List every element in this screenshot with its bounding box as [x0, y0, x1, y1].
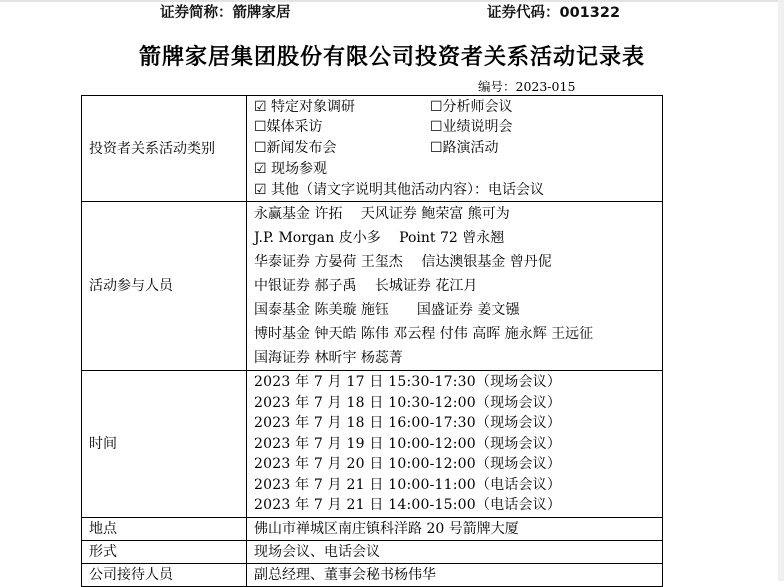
checkbox-other: ☑ 其他（请文字说明其他活动内容）：电话会议 — [254, 181, 544, 198]
reception-value: 副总经理、董事会秘书杨伟华 — [247, 564, 663, 587]
investor-relations-record-table — [81, 95, 663, 587]
activity-type-row — [82, 96, 663, 202]
format-row — [82, 541, 663, 564]
checkbox-row — [254, 97, 657, 118]
checkbox-press-conference: ☐新闻发布会 — [254, 140, 337, 157]
format-label: 形式 — [82, 541, 247, 564]
participants-list — [247, 202, 663, 371]
reception-row — [82, 564, 663, 587]
time-line: 2023 年 7 月 20 日 10:00-12:00（现场会议） — [254, 456, 562, 473]
checkbox-specific-research: ☑ 特定对象调研 — [254, 98, 356, 115]
checkbox-row — [254, 159, 657, 180]
time-line: 2023 年 7 月 21 日 14:00-15:00（电话会议） — [254, 497, 562, 514]
time-line: 2023 年 7 月 18 日 16:00-17:30（现场会议） — [254, 415, 562, 432]
location-row — [82, 518, 663, 541]
location-value: 佛山市禅城区南庄镇科洋路 20 号箭牌大厦 — [247, 518, 663, 541]
participant-line: 国海证券 林昕宇 杨蕊菁 — [254, 350, 403, 366]
participants-label: 活动参与人员 — [82, 202, 247, 371]
activity-type-options — [247, 96, 663, 202]
document-number: 编号：2023-015 — [478, 79, 576, 94]
checkbox-row — [254, 138, 657, 159]
time-row — [82, 371, 663, 518]
top-border — [0, 0, 784, 2]
participant-line: 博时基金 钟天皓 陈伟 邓云程 付伟 高晖 施永辉 王远征 — [254, 326, 594, 342]
participant-line: J.P. Morgan 皮小多 Point 72 曾永翘 — [254, 230, 505, 246]
document-title: 箭牌家居集团股份有限公司投资者关系活动记录表 — [138, 45, 645, 70]
page-edge-shadow — [778, 0, 784, 581]
time-line: 2023 年 7 月 17 日 15:30-17:30（现场会议） — [254, 373, 562, 390]
activity-type-label: 投资者关系活动类别 — [82, 96, 247, 202]
checkbox-earnings-briefing: ☐业绩说明会 — [430, 119, 513, 136]
time-line: 2023 年 7 月 19 日 10:00-12:00（现场会议） — [254, 435, 562, 452]
checkbox-row — [254, 180, 657, 201]
location-label: 地点 — [82, 518, 247, 541]
checkbox-media-interview: ☐媒体采访 — [254, 119, 323, 136]
participants-row — [82, 202, 663, 371]
time-line: 2023 年 7 月 21 日 10:00-11:00（电话会议） — [254, 476, 562, 493]
checkbox-roadshow: ☐路演活动 — [430, 140, 499, 157]
participant-line: 永赢基金 许拓 天风证券 鲍荣富 熊可为 — [254, 206, 510, 222]
participant-line: 华泰证券 方晏荷 王玺杰 信达澳银基金 曾丹伲 — [254, 254, 552, 270]
participant-line: 中银证券 郝子禹 长城证券 花江月 — [254, 278, 478, 294]
reception-label: 公司接待人员 — [82, 564, 247, 587]
checkbox-analyst-meeting: ☐分析师会议 — [430, 98, 513, 115]
participant-line: 国泰基金 陈美璇 施钰 国盛证券 姜文镪 — [254, 302, 520, 318]
time-line: 2023 年 7 月 18 日 10:30-12:00（现场会议） — [254, 394, 562, 411]
time-list — [247, 371, 663, 518]
checkbox-row — [254, 117, 657, 138]
time-label: 时间 — [82, 371, 247, 518]
format-value: 现场会议、电话会议 — [247, 541, 663, 564]
stock-code-header: 证券代码：001322 — [487, 5, 621, 21]
stock-name-header: 证券简称：箭牌家居 — [160, 5, 291, 21]
checkbox-site-visit: ☑ 现场参观 — [254, 160, 328, 177]
